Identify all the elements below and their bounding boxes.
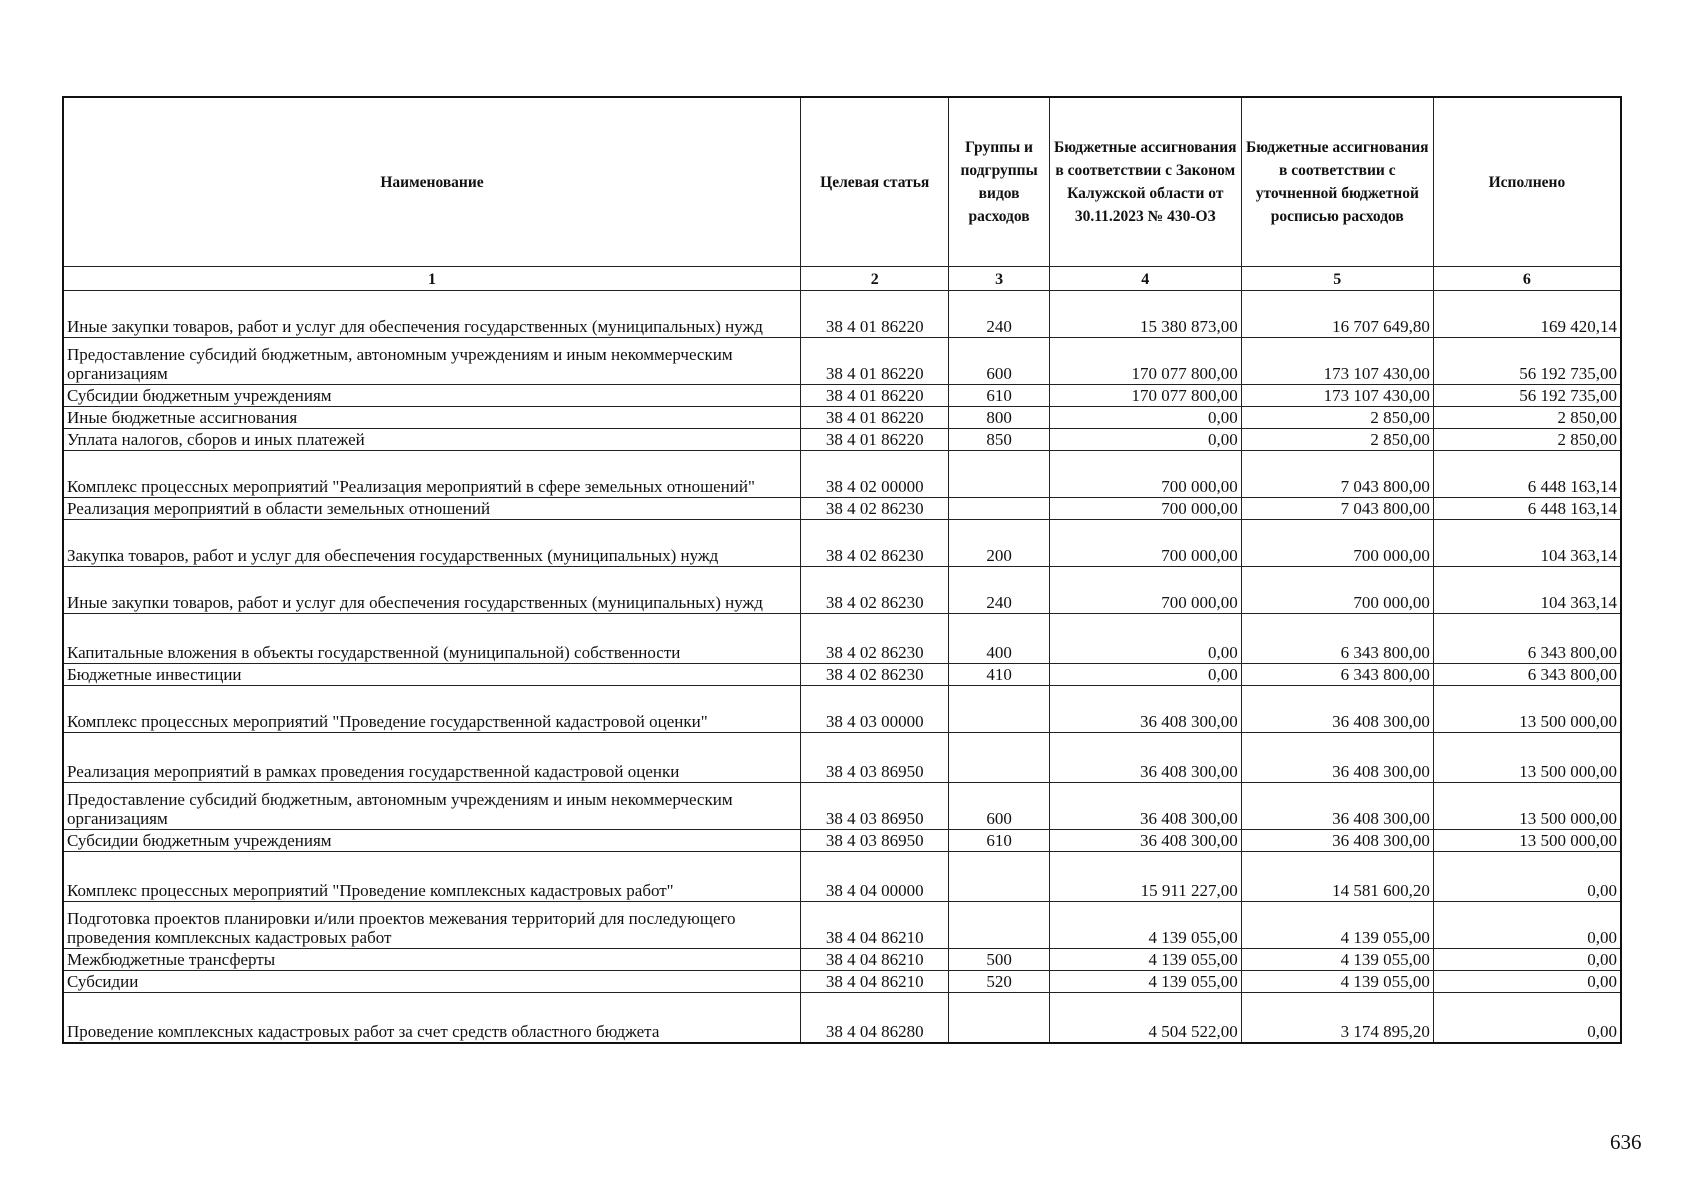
row-name: Иные бюджетные ассигнования	[63, 407, 801, 429]
row-law-amount: 700 000,00	[1049, 520, 1241, 567]
row-law-amount: 4 139 055,00	[1049, 971, 1241, 993]
row-law-amount: 0,00	[1049, 429, 1241, 451]
row-expense-group: 600	[949, 783, 1049, 830]
table-row	[63, 429, 1621, 451]
row-executed-amount: 0,00	[1433, 852, 1621, 902]
row-law-amount: 36 408 300,00	[1049, 686, 1241, 733]
row-refined-amount: 14 581 600,20	[1241, 852, 1433, 902]
row-target-article: 38 4 04 86210	[801, 949, 949, 971]
row-target-article: 38 4 01 86220	[801, 291, 949, 338]
row-target-article: 38 4 02 00000	[801, 451, 949, 498]
table-row	[63, 385, 1621, 407]
table-row	[63, 830, 1621, 852]
row-name: Бюджетные инвестиции	[63, 664, 801, 686]
row-target-article: 38 4 03 86950	[801, 733, 949, 783]
row-executed-amount: 13 500 000,00	[1433, 733, 1621, 783]
table-row	[63, 614, 1621, 664]
row-expense-group	[949, 451, 1049, 498]
table-row	[63, 498, 1621, 520]
table-body	[63, 291, 1621, 1044]
row-law-amount: 15 911 227,00	[1049, 852, 1241, 902]
row-refined-amount: 2 850,00	[1241, 407, 1433, 429]
row-expense-group: 240	[949, 291, 1049, 338]
row-executed-amount: 2 850,00	[1433, 407, 1621, 429]
row-target-article: 38 4 02 86230	[801, 520, 949, 567]
row-refined-amount: 36 408 300,00	[1241, 830, 1433, 852]
table-row	[63, 664, 1621, 686]
row-law-amount: 700 000,00	[1049, 451, 1241, 498]
row-refined-amount: 16 707 649,80	[1241, 291, 1433, 338]
table-row	[63, 291, 1621, 338]
column-number: 3	[949, 267, 1049, 291]
table-row	[63, 852, 1621, 902]
table-row	[63, 407, 1621, 429]
row-executed-amount: 0,00	[1433, 949, 1621, 971]
row-refined-amount: 4 139 055,00	[1241, 902, 1433, 949]
row-target-article: 38 4 03 86950	[801, 830, 949, 852]
column-number: 4	[1049, 267, 1241, 291]
row-target-article: 38 4 02 86230	[801, 498, 949, 520]
row-name: Субсидии	[63, 971, 801, 993]
row-executed-amount: 104 363,14	[1433, 520, 1621, 567]
column-number: 1	[63, 267, 801, 291]
row-target-article: 38 4 02 86230	[801, 567, 949, 614]
row-refined-amount: 4 139 055,00	[1241, 949, 1433, 971]
row-refined-amount: 7 043 800,00	[1241, 451, 1433, 498]
row-target-article: 38 4 04 86210	[801, 902, 949, 949]
row-expense-group: 850	[949, 429, 1049, 451]
row-refined-amount: 4 139 055,00	[1241, 971, 1433, 993]
row-expense-group	[949, 993, 1049, 1044]
row-name: Реализация мероприятий в области земельных отношений	[63, 498, 801, 520]
row-target-article: 38 4 02 86230	[801, 614, 949, 664]
row-executed-amount: 0,00	[1433, 971, 1621, 993]
header-target-article: Целевая статья	[801, 97, 949, 267]
table-row	[63, 338, 1621, 385]
row-law-amount: 36 408 300,00	[1049, 733, 1241, 783]
header-row	[63, 97, 1621, 267]
row-name: Реализация мероприятий в рамках проведения государственной кадастровой оценки	[63, 733, 801, 783]
row-executed-amount: 6 343 800,00	[1433, 664, 1621, 686]
row-refined-amount: 6 343 800,00	[1241, 614, 1433, 664]
row-expense-group: 610	[949, 385, 1049, 407]
header-name: Наименование	[63, 97, 801, 267]
row-name: Уплата налогов, сборов и иных платежей	[63, 429, 801, 451]
row-law-amount: 15 380 873,00	[1049, 291, 1241, 338]
row-target-article: 38 4 01 86220	[801, 338, 949, 385]
table-row	[63, 520, 1621, 567]
row-law-amount: 4 504 522,00	[1049, 993, 1241, 1044]
row-executed-amount: 6 448 163,14	[1433, 498, 1621, 520]
row-expense-group: 200	[949, 520, 1049, 567]
table-row	[63, 733, 1621, 783]
row-refined-amount: 36 408 300,00	[1241, 733, 1433, 783]
row-name: Капитальные вложения в объекты государственной (муниципальной) собственности	[63, 614, 801, 664]
row-executed-amount: 0,00	[1433, 902, 1621, 949]
row-executed-amount: 56 192 735,00	[1433, 338, 1621, 385]
row-law-amount: 36 408 300,00	[1049, 783, 1241, 830]
row-expense-group: 240	[949, 567, 1049, 614]
budget-sheet	[62, 96, 1622, 1044]
row-name: Комплекс процессных мероприятий "Реализация мероприятий в сфере земельных отношений"	[63, 451, 801, 498]
row-target-article: 38 4 04 00000	[801, 852, 949, 902]
table-row	[63, 783, 1621, 830]
row-executed-amount: 6 343 800,00	[1433, 614, 1621, 664]
row-refined-amount: 173 107 430,00	[1241, 338, 1433, 385]
row-target-article: 38 4 02 86230	[801, 664, 949, 686]
table-row	[63, 902, 1621, 949]
row-refined-amount: 7 043 800,00	[1241, 498, 1433, 520]
row-law-amount: 170 077 800,00	[1049, 385, 1241, 407]
row-target-article: 38 4 03 86950	[801, 783, 949, 830]
header-expense-group: Группы и подгруппы видов расходов	[949, 97, 1049, 267]
column-number: 2	[801, 267, 949, 291]
row-refined-amount: 36 408 300,00	[1241, 686, 1433, 733]
table-row	[63, 971, 1621, 993]
header-refined-allocations: Бюджетные ассигнования в соответствии с уточненной бюджетной росписью расходов	[1241, 97, 1433, 267]
row-executed-amount: 13 500 000,00	[1433, 783, 1621, 830]
row-expense-group	[949, 852, 1049, 902]
row-name: Иные закупки товаров, работ и услуг для обеспечения государственных (муниципальных) нужд	[63, 567, 801, 614]
row-target-article: 38 4 04 86210	[801, 971, 949, 993]
row-name: Иные закупки товаров, работ и услуг для обеспечения государственных (муниципальных) нужд	[63, 291, 801, 338]
header-executed: Исполнено	[1433, 97, 1621, 267]
row-expense-group: 410	[949, 664, 1049, 686]
row-expense-group: 400	[949, 614, 1049, 664]
table-row	[63, 567, 1621, 614]
row-name: Закупка товаров, работ и услуг для обеспечения государственных (муниципальных) нужд	[63, 520, 801, 567]
row-expense-group: 500	[949, 949, 1049, 971]
row-law-amount: 36 408 300,00	[1049, 830, 1241, 852]
column-number: 6	[1433, 267, 1621, 291]
row-expense-group: 610	[949, 830, 1049, 852]
row-executed-amount: 13 500 000,00	[1433, 686, 1621, 733]
column-number-row	[63, 267, 1621, 291]
row-name: Предоставление субсидий бюджетным, автономным учреждениям и иным некоммерческим организациям	[63, 338, 801, 385]
row-expense-group: 600	[949, 338, 1049, 385]
row-target-article: 38 4 01 86220	[801, 429, 949, 451]
row-target-article: 38 4 01 86220	[801, 385, 949, 407]
row-expense-group	[949, 902, 1049, 949]
header-law-allocations: Бюджетные ассигнования в соответствии с Законом Калужской области от 30.11.2023 № 430-ОЗ	[1049, 97, 1241, 267]
row-refined-amount: 36 408 300,00	[1241, 783, 1433, 830]
row-refined-amount: 700 000,00	[1241, 520, 1433, 567]
row-name: Проведение комплексных кадастровых работ за счет средств областного бюджета	[63, 993, 801, 1044]
row-law-amount: 0,00	[1049, 614, 1241, 664]
table-row	[63, 686, 1621, 733]
row-target-article: 38 4 01 86220	[801, 407, 949, 429]
column-number: 5	[1241, 267, 1433, 291]
row-executed-amount: 104 363,14	[1433, 567, 1621, 614]
row-executed-amount: 2 850,00	[1433, 429, 1621, 451]
row-executed-amount: 6 448 163,14	[1433, 451, 1621, 498]
row-name: Субсидии бюджетным учреждениям	[63, 385, 801, 407]
row-executed-amount: 169 420,14	[1433, 291, 1621, 338]
row-refined-amount: 700 000,00	[1241, 567, 1433, 614]
table-row	[63, 993, 1621, 1044]
row-executed-amount: 0,00	[1433, 993, 1621, 1044]
row-law-amount: 170 077 800,00	[1049, 338, 1241, 385]
row-name: Подготовка проектов планировки и/или проектов межевания территорий для последующего проведения комплексных кадастровых работ	[63, 902, 801, 949]
row-name: Комплекс процессных мероприятий "Проведение комплексных кадастровых работ"	[63, 852, 801, 902]
row-name: Комплекс процессных мероприятий "Проведение государственной кадастровой оценки"	[63, 686, 801, 733]
row-name: Межбюджетные трансферты	[63, 949, 801, 971]
row-name: Субсидии бюджетным учреждениям	[63, 830, 801, 852]
row-law-amount: 4 139 055,00	[1049, 949, 1241, 971]
row-law-amount: 0,00	[1049, 664, 1241, 686]
table-row	[63, 451, 1621, 498]
row-executed-amount: 56 192 735,00	[1433, 385, 1621, 407]
row-refined-amount: 6 343 800,00	[1241, 664, 1433, 686]
row-expense-group	[949, 498, 1049, 520]
page-number: 636	[1610, 1130, 1642, 1154]
row-expense-group: 520	[949, 971, 1049, 993]
row-target-article: 38 4 04 86280	[801, 993, 949, 1044]
row-target-article: 38 4 03 00000	[801, 686, 949, 733]
row-refined-amount: 173 107 430,00	[1241, 385, 1433, 407]
row-expense-group: 800	[949, 407, 1049, 429]
row-expense-group	[949, 733, 1049, 783]
row-law-amount: 4 139 055,00	[1049, 902, 1241, 949]
row-law-amount: 700 000,00	[1049, 498, 1241, 520]
row-refined-amount: 2 850,00	[1241, 429, 1433, 451]
row-expense-group	[949, 686, 1049, 733]
table-row	[63, 949, 1621, 971]
row-executed-amount: 13 500 000,00	[1433, 830, 1621, 852]
row-refined-amount: 3 174 895,20	[1241, 993, 1433, 1044]
row-law-amount: 700 000,00	[1049, 567, 1241, 614]
budget-table	[62, 96, 1622, 1044]
row-law-amount: 0,00	[1049, 407, 1241, 429]
row-name: Предоставление субсидий бюджетным, автономным учреждениям и иным некоммерческим организациям	[63, 783, 801, 830]
